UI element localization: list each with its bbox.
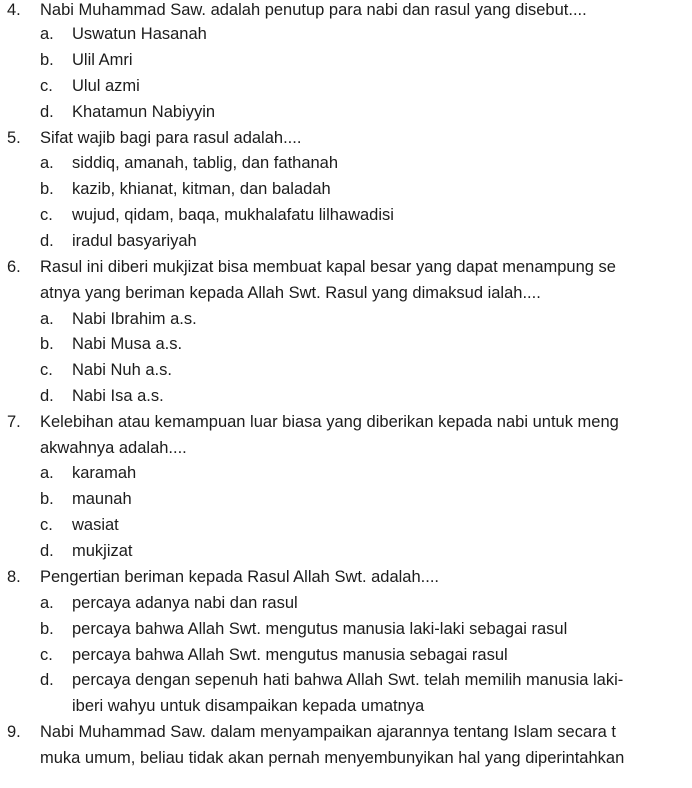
option-text: Nabi Isa a.s. — [72, 387, 164, 405]
option-text: Nabi Ibrahim a.s. — [72, 310, 197, 328]
option-letter: b. — [40, 620, 54, 638]
option-text: Ulul azmi — [72, 77, 140, 95]
option-letter: b. — [40, 51, 54, 69]
option-letter: c. — [40, 361, 53, 379]
option-text: mukjizat — [72, 542, 133, 560]
option-text: karamah — [72, 464, 137, 482]
option-letter: d. — [40, 387, 54, 405]
option-text: maunah — [72, 490, 132, 508]
option-text: iradul basyariyah — [72, 232, 197, 250]
option-letter: a. — [40, 25, 54, 43]
option-text: Uswatun Hasanah — [72, 25, 207, 43]
question-text: Nabi Muhammad Saw. dalam menyampaikan ajarannya tentang Islam secara t — [40, 723, 616, 741]
option-text: kazib, khianat, kitman, dan baladah — [72, 180, 331, 198]
question-text-continuation: akwahnya adalah.... — [40, 439, 187, 457]
question-number: 4. — [7, 1, 21, 19]
question-number: 7. — [7, 413, 21, 431]
option-letter: d. — [40, 103, 54, 121]
option-letter: c. — [40, 206, 53, 224]
option-letter: d. — [40, 232, 54, 250]
option-text: Khatamun Nabiyyin — [72, 103, 216, 121]
option-text: wujud, qidam, baqa, mukhalafatu lilhawadisi — [72, 206, 394, 224]
option-letter: a. — [40, 310, 54, 328]
question-text: Pengertian beriman kepada Rasul Allah Swt. adalah.... — [40, 568, 439, 586]
option-letter: b. — [40, 335, 54, 353]
question-text: Nabi Muhammad Saw. adalah penutup para nabi dan rasul yang disebut.... — [40, 1, 587, 19]
question-text: Kelebihan atau kemampuan luar biasa yang diberikan kepada nabi untuk meng — [40, 413, 619, 431]
option-text: Nabi Nuh a.s. — [72, 361, 172, 379]
option-text: wasiat — [72, 516, 119, 534]
option-letter: a. — [40, 594, 54, 612]
option-text: percaya bahwa Allah Swt. mengutus manusia laki-laki sebagai rasul — [72, 620, 568, 638]
question-text-continuation: muka umum, beliau tidak akan pernah menyembunyikan hal yang diperintahkan — [40, 749, 625, 767]
question-number: 6. — [7, 258, 21, 276]
option-letter: b. — [40, 180, 54, 198]
question-number: 9. — [7, 723, 21, 741]
option-text-continuation: iberi wahyu untuk disampaikan kepada umatnya — [72, 697, 425, 715]
option-letter: d. — [40, 671, 54, 689]
question-text: Rasul ini diberi mukjizat bisa membuat kapal besar yang dapat menampung se — [40, 258, 616, 276]
option-text: percaya dengan sepenuh hati bahwa Allah Swt. telah memilih manusia laki- — [72, 671, 624, 689]
option-text: Nabi Musa a.s. — [72, 335, 183, 353]
option-letter: c. — [40, 77, 53, 95]
question-text: Sifat wajib bagi para rasul adalah.... — [40, 129, 302, 147]
option-letter: d. — [40, 542, 54, 560]
option-letter: c. — [40, 646, 53, 664]
question-number: 8. — [7, 568, 21, 586]
option-letter: a. — [40, 464, 54, 482]
option-text: Ulil Amri — [72, 51, 133, 69]
option-text: percaya bahwa Allah Swt. mengutus manusia sebagai rasul — [72, 646, 508, 664]
option-text: percaya adanya nabi dan rasul — [72, 594, 298, 612]
option-letter: a. — [40, 154, 54, 172]
question-text-continuation: atnya yang beriman kepada Allah Swt. Rasul yang dimaksud ialah.... — [40, 284, 541, 302]
question-number: 5. — [7, 129, 21, 147]
option-letter: c. — [40, 516, 53, 534]
option-letter: b. — [40, 490, 54, 508]
option-text: siddiq, amanah, tablig, dan fathanah — [72, 154, 339, 172]
